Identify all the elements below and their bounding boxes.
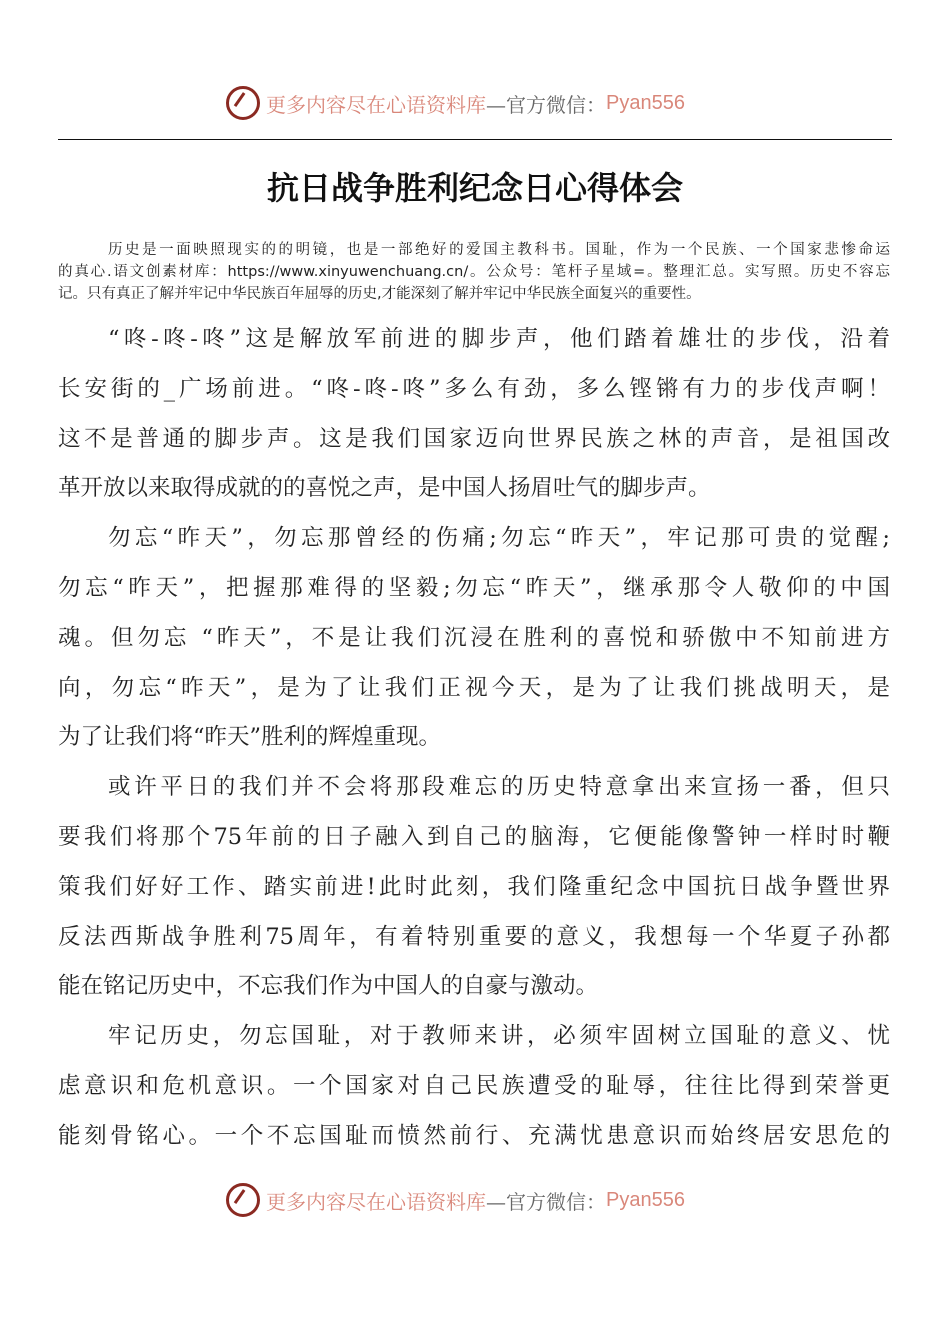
- body-line: 要我们将那个75年前的日子融入到自己的脑海，它便能像警钟一样时时鞭: [58, 823, 890, 850]
- watermark-text: 更多内容尽在心语资料库: [266, 92, 486, 117]
- watermark-wechat-label: —官方微信：: [486, 92, 606, 117]
- body-line: 革开放以来取得成就的的喜悦之声，是中国人扬眉吐气的脚步声。: [58, 475, 711, 502]
- body-line: 或许平日的我们并不会将那段难忘的历史特意拿出来宣扬一番，但只: [108, 774, 890, 801]
- body-line: 向，勿忘“昨天”，是为了让我们正视今天，是为了让我们挑战明天，是: [58, 674, 890, 701]
- body-line: 牢记历史，勿忘国耻，对于教师来讲，必须牢固树立国耻的意义、忧: [108, 1023, 890, 1050]
- footer-watermark: [226, 1183, 685, 1217]
- body-line: 为了让我们将“昨天”胜利的辉煌重现。: [58, 724, 442, 751]
- body-line: 勿忘“昨天”，勿忘那曾经的伤痛;勿忘“昨天”，牢记那可贵的觉醒;: [108, 525, 890, 552]
- body-line: 能在铭记历史中，不忘我们作为中国人的自豪与激动。: [58, 973, 599, 1000]
- body-line: 能刻骨铭心。一个不忘国耻而愤然前行、充满忧患意识而始终居安思危的: [58, 1122, 890, 1149]
- body-line: 反法西斯战争胜利75周年，有着特别重要的意义，我想每一个华夏子孙都: [58, 923, 890, 950]
- body-text: [58, 318, 890, 1165]
- watermark-wechat-id: Pyan556: [606, 1188, 685, 1211]
- watermark-wechat-id: Pyan556: [606, 91, 685, 114]
- body-line: 这不是普通的脚步声。这是我们国家迈向世界民族之林的声音，是祖国改: [58, 425, 890, 452]
- watermark-wechat-label: —官方微信：: [486, 1189, 606, 1214]
- intro-line: 历史是一面映照现实的的明镜，也是一部绝好的爱国主教科书。国耻，作为一个民族、一个国家悲惨命运: [108, 242, 890, 258]
- intro-line: 的真心.语文创素材库：https://www.xinyuwenchuang.cn/。公众号：笔杆子星域=。整理汇总。实写照。历史不容忘: [58, 264, 890, 280]
- intro-paragraph: [58, 239, 890, 305]
- pen-logo-icon: [226, 86, 260, 120]
- intro-line: 记。只有真正了解并牢记中华民族百年屈辱的历史,才能深刻了解并牢记中华民族全面复兴的重要性。: [58, 286, 701, 302]
- watermark-text: 更多内容尽在心语资料库: [266, 1189, 486, 1214]
- body-line: 虑意识和危机意识。一个国家对自己民族遭受的耻辱，往往比得到荣誉更: [58, 1072, 890, 1099]
- body-line: 勿忘“昨天”，把握那难得的坚毅;勿忘“昨天”，继承那令人敬仰的中国: [58, 574, 890, 601]
- header-watermark: [226, 86, 685, 120]
- header-divider: [58, 139, 892, 140]
- body-line: 长安街的_广场前进。“咚-咚-咚”多么有劲，多么铿锵有力的步伐声啊！: [58, 375, 890, 402]
- body-line: 魂。但勿忘 “昨天”，不是让我们沉浸在胜利的喜悦和骄傲中不知前进方: [58, 624, 890, 651]
- body-line: 策我们好好工作、踏实前进!此时此刻，我们隆重纪念中国抗日战争暨世界: [58, 873, 890, 900]
- body-line: “咚-咚-咚”这是解放军前进的脚步声，他们踏着雄壮的步伐，沿着: [108, 326, 890, 352]
- pen-logo-icon: [226, 1183, 260, 1217]
- page-title: 抗日战争胜利纪念日心得体会: [266, 169, 683, 207]
